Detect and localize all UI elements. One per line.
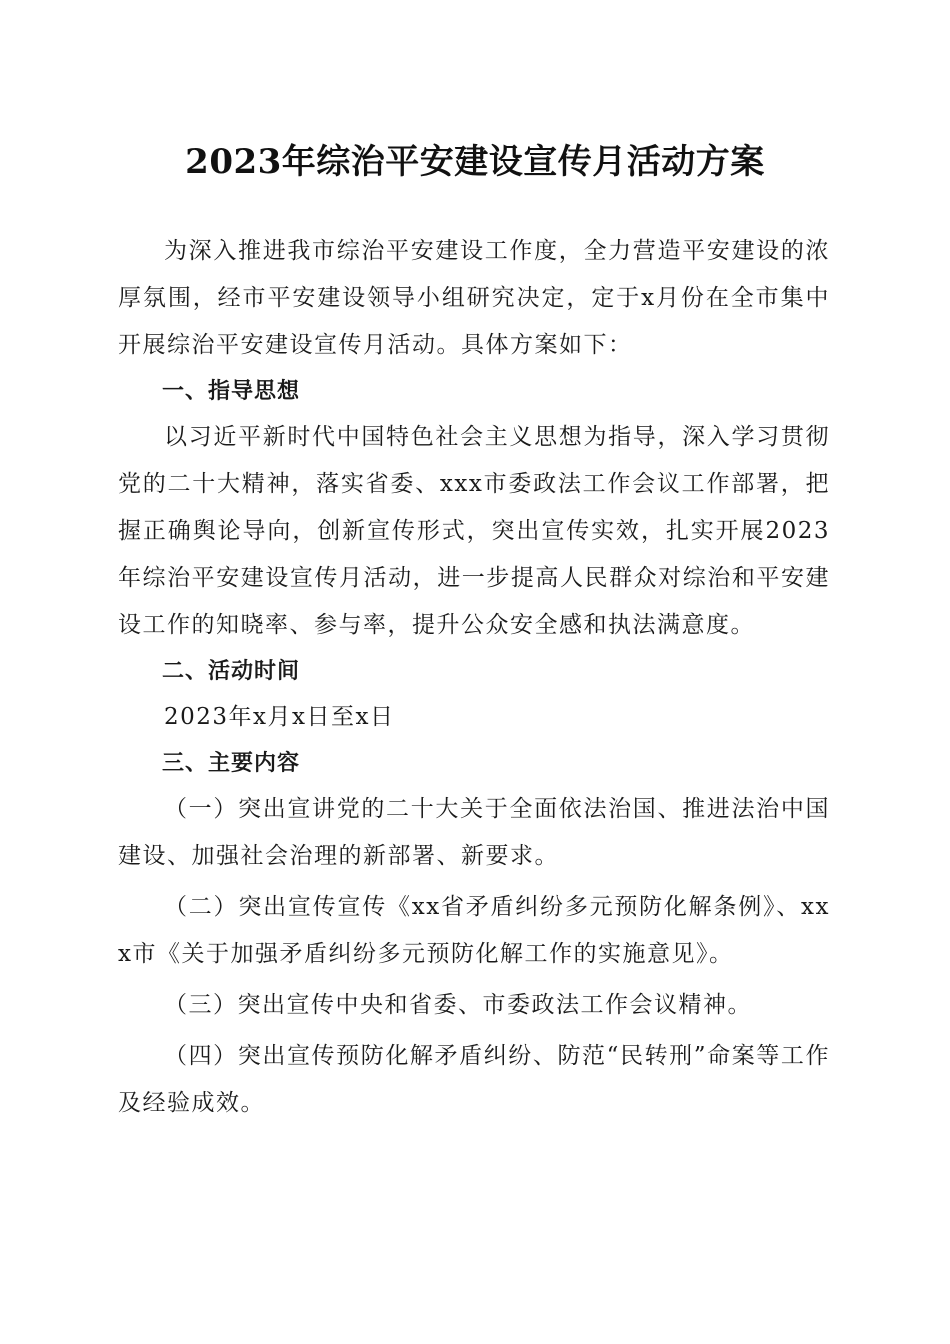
section-activity-time xyxy=(118,649,830,741)
document-title: 2023年综治平安建设宣传月活动方案 xyxy=(185,142,765,182)
content-item: （一）突出宣讲党的二十大关于全面依法治国、推进法治中国建设、加强社会治理的新部署、新要求。 xyxy=(118,796,830,869)
section-heading: 三、主要内容 xyxy=(162,751,301,776)
section-guiding-ideology xyxy=(118,369,830,649)
document-body xyxy=(118,228,830,1127)
section-heading: 二、活动时间 xyxy=(162,659,301,684)
section-paragraph: 以习近平新时代中国特色社会主义思想为指导，深入学习贯彻党的二十大精神，落实省委、xxx市委政法工作会议工作部署，把握正确舆论导向，创新宣传形式，突出宣传实效，扎实开展2023年综治平安建设宣传月活动，进一步提高人民群众对综治和平安建设工作的知晓率、参与率，提升公众安全感和执法满意度。 xyxy=(118,424,830,638)
section-main-content xyxy=(118,741,830,1127)
content-item: （三）突出宣传中央和省委、市委政法工作会议精神。 xyxy=(164,992,752,1018)
section-heading: 一、指导思想 xyxy=(162,379,301,404)
content-item: （四）突出宣传预防化解矛盾纠纷、防范“民转刑”命案等工作及经验成效。 xyxy=(118,1043,830,1116)
intro-paragraph: 为深入推进我市综治平安建设工作度，全力营造平安建设的浓厚氛围，经市平安建设领导小组研究决定，定于x月份在全市集中开展综治平安建设宣传月活动。具体方案如下： xyxy=(118,238,830,358)
content-item: （二）突出宣传宣传《xx省矛盾纠纷多元预防化解条例》、xxx市《关于加强矛盾纠纷多元预防化解工作的实施意见》。 xyxy=(118,894,830,967)
activity-date: 2023年x月x日至x日 xyxy=(164,704,395,730)
